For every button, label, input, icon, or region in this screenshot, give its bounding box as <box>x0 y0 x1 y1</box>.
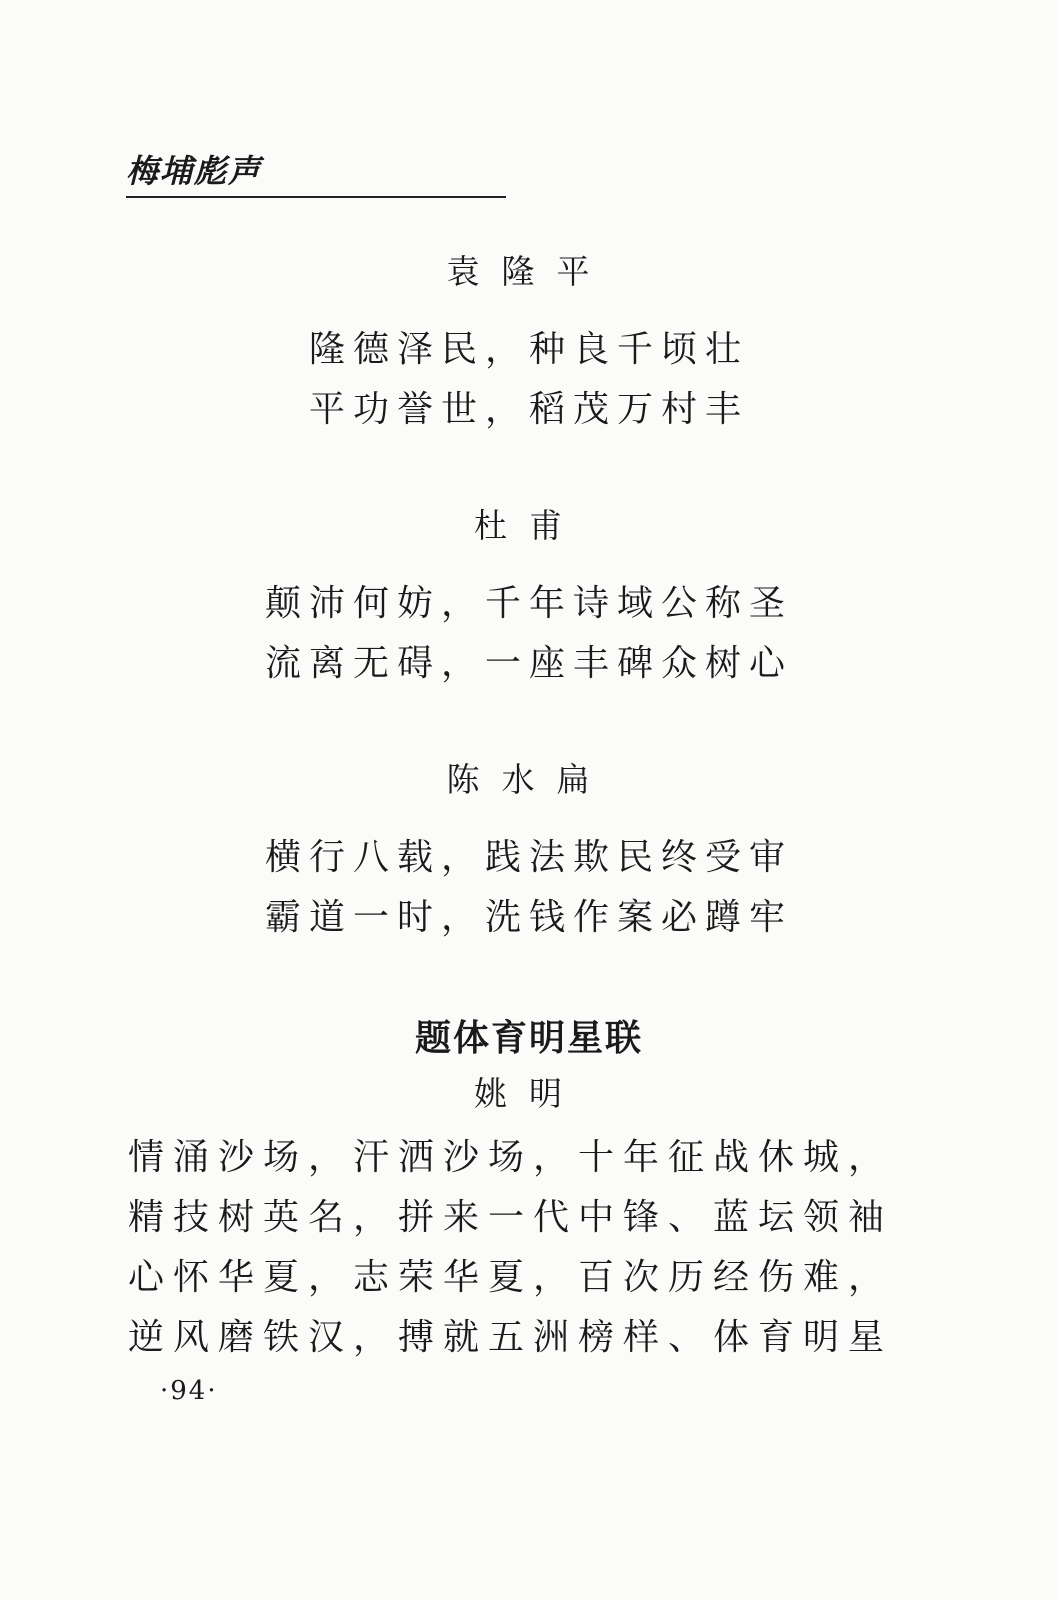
couplet-line-upper: 颠沛何妨，千年诗域公称圣 <box>264 583 793 624</box>
couplet-line-lower: 霸道一时，洗钱作案必蹲牢 <box>264 897 793 938</box>
entry-name: 袁隆平 <box>446 252 612 291</box>
section-entry-name-wrap <box>0 1074 1058 1114</box>
long-couplet-lower: 心怀华夏，志荣华夏，百次历经伤难，逆风磨铁汉，搏就五洲榜样、体育明星 <box>128 1257 894 1358</box>
running-header: 梅埔彪声 <box>126 146 506 198</box>
couplet-line-lower: 流离无碍，一座丰碑众树心 <box>264 643 793 684</box>
entry-du-fu <box>0 506 1058 694</box>
entry-name: 杜甫 <box>474 506 584 545</box>
long-couplet <box>128 1128 928 1368</box>
couplet-line-upper: 横行八载，践法欺民终受审 <box>264 837 793 878</box>
page-number: ·94· <box>160 1376 218 1406</box>
long-couplet-upper: 情涌沙场，汗洒沙场，十年征战休城，精技树英名，拼来一代中锋、蓝坛领袖 <box>128 1137 894 1238</box>
entry-yuan-longping <box>0 252 1058 440</box>
couplet-line-lower: 平功誉世，稻茂万村丰 <box>308 389 749 430</box>
section-title: 题体育明星联 <box>414 1018 643 1059</box>
entry-name: 陈水扁 <box>446 760 612 799</box>
entry-name-yao-ming: 姚明 <box>474 1074 584 1113</box>
couplet-line-upper: 隆德泽民，种良千顷壮 <box>308 329 749 370</box>
entry-chen-shuibian <box>0 760 1058 948</box>
